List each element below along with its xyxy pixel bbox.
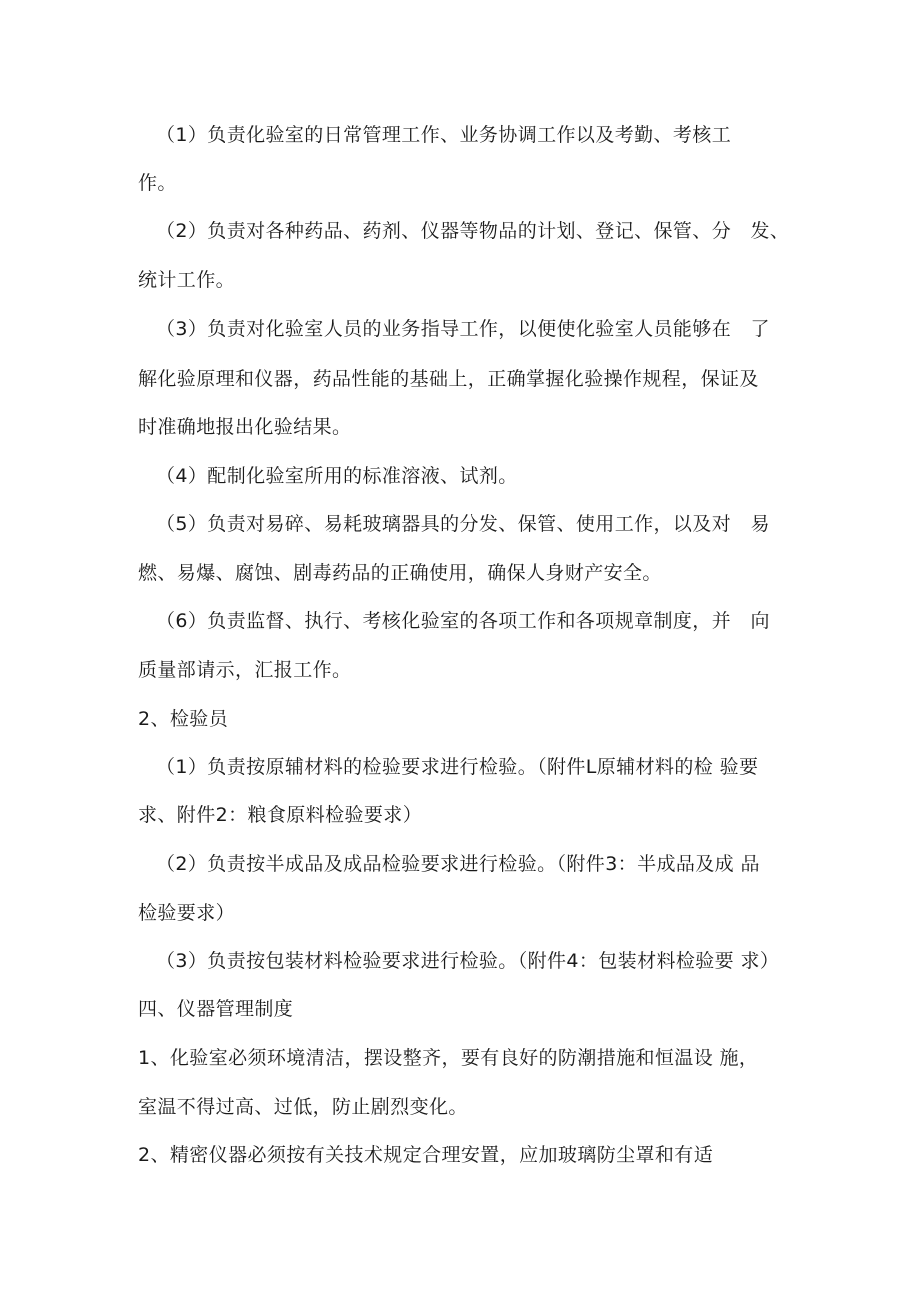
section-heading: 四、仪器管理制度 <box>138 998 294 1020</box>
text-line: 解化验原理和仪器，药品性能的基础上，正确掌握化验操作规程，保证及 <box>138 368 759 390</box>
text-line: （5）负责对易碎、易耗玻璃器具的分发、保管、使用工作，以及对 易 <box>156 513 770 535</box>
text-line: 统计工作。 <box>138 269 236 291</box>
text-line: 质量部请示，汇报工作。 <box>138 659 352 681</box>
text-line: （6）负责监督、执行、考核化验室的各项工作和各项规章制度，并 向 <box>156 610 770 632</box>
text-line: （1）负责化验室的日常管理工作、业务协调工作以及考勤、考核工 <box>156 124 732 146</box>
text-line: 作。 <box>138 172 177 194</box>
section-heading: 2、检验员 <box>138 708 229 730</box>
text-line: （1）负责按原辅材料的检验要求进行检验。（附件L原辅材料的检 验要 <box>156 756 759 778</box>
text-line: （2）负责对各种药品、药剂、仪器等物品的计划、登记、保管、分 发、 <box>156 220 790 242</box>
text-line: （2）负责按半成品及成品检验要求进行检验。（附件3：半成品及成 品 <box>156 853 760 875</box>
text-line: 检验要求） <box>138 902 236 924</box>
text-line: 1、化验室必须环境清洁，摆设整齐，要有良好的防潮措施和恒温设 施， <box>138 1047 759 1069</box>
text-line: 燃、易爆、腐蚀、剧毒药品的正确使用，确保人身财产安全。 <box>138 562 662 584</box>
text-line: 时准确地报出化验结果。 <box>138 416 352 438</box>
text-line: 室温不得过高、过低，防止剧烈变化。 <box>138 1096 468 1118</box>
text-line: （3）负责对化验室人员的业务指导工作，以便使化验室人员能够在 了 <box>156 318 770 340</box>
text-line: 2、精密仪器必须按有关技术规定合理安置，应加玻璃防尘罩和有适 <box>138 1144 714 1166</box>
text-line: （3）负责按包装材料检验要求进行检验。（附件4：包装材料检验要 求） <box>156 950 780 972</box>
text-line: （4）配制化验室所用的标准溶液、试剂。 <box>156 465 518 487</box>
text-line: 求、附件2：粮食原料检验要求） <box>138 804 423 826</box>
